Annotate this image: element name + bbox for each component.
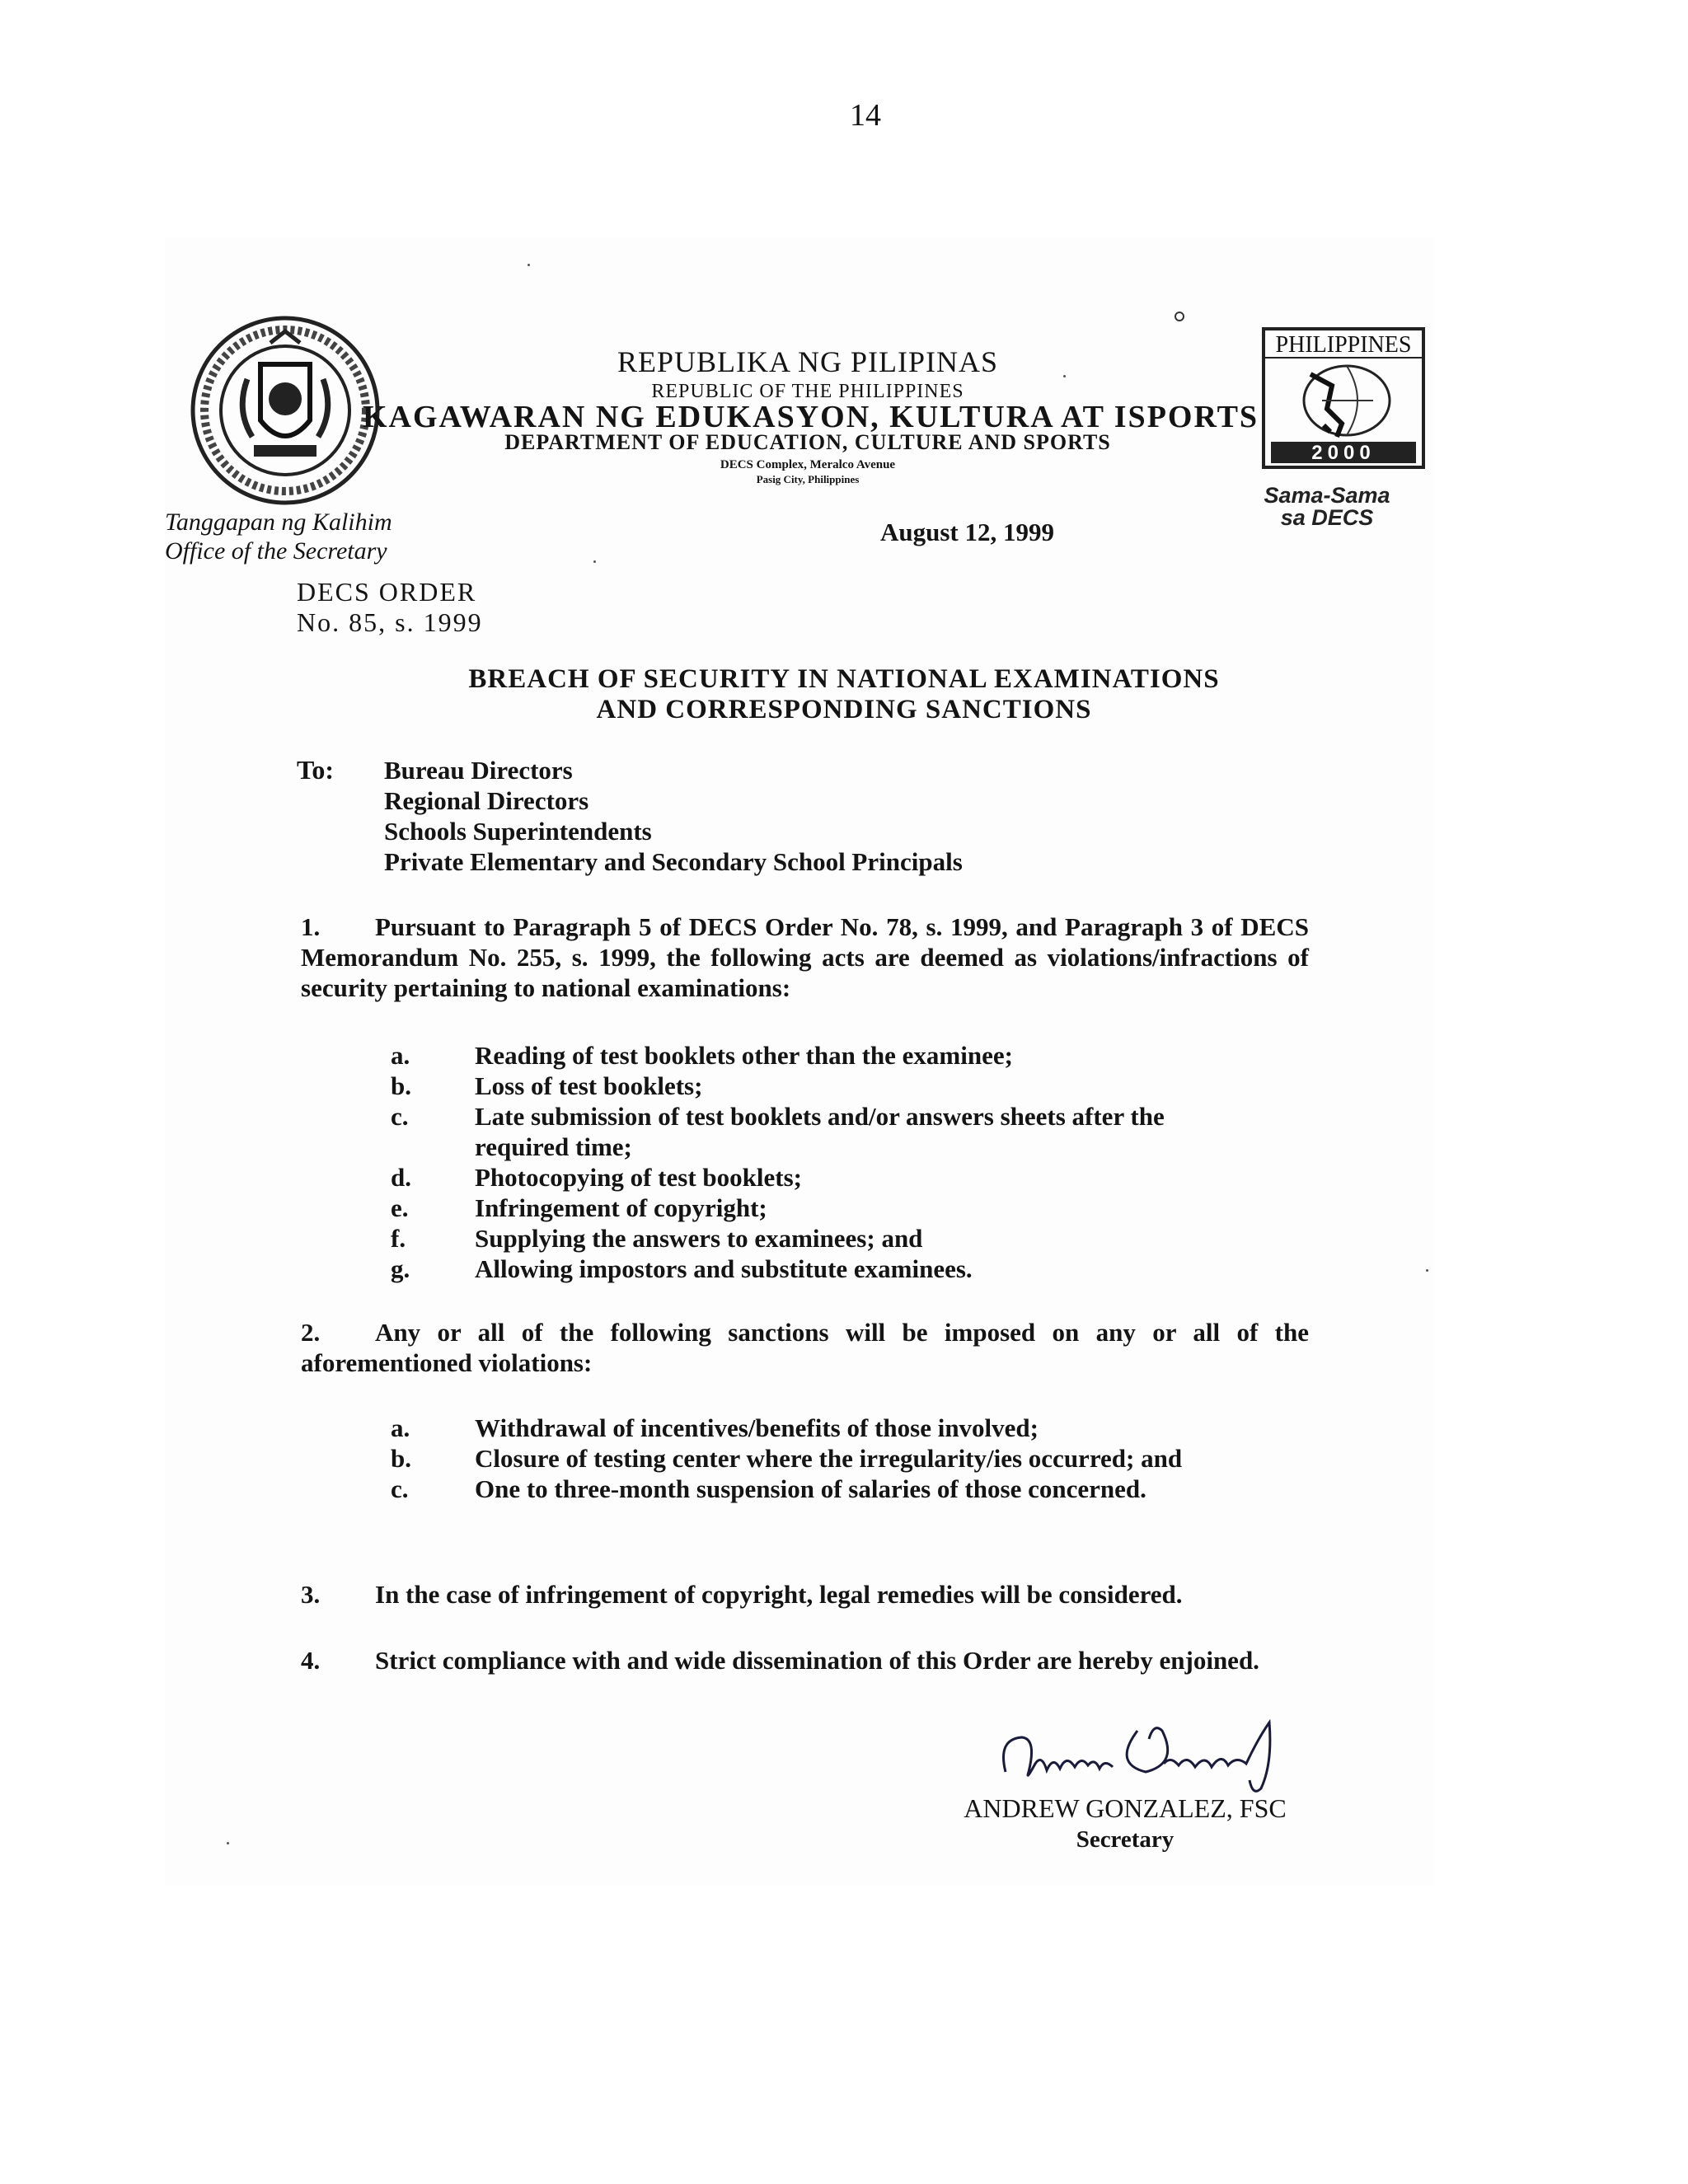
- paragraph-text: Strict compliance with and wide dissemination of this Order are hereby enjoined.: [375, 1646, 1259, 1675]
- stamp-slogan-line1: Sama-Sama: [1264, 483, 1390, 508]
- list-item: [391, 1413, 1314, 1443]
- list-text: Loss of test booklets;: [475, 1071, 703, 1100]
- office-line1: Tanggapan ng Kalihim: [165, 509, 392, 536]
- dept-seal-icon: [188, 313, 382, 508]
- list-item: [391, 1254, 1314, 1284]
- signer-title: Secretary: [1076, 1826, 1175, 1853]
- stamp-year: 2000: [1311, 442, 1376, 464]
- order-title: [0, 664, 1688, 725]
- paragraph-2: [301, 1317, 1309, 1378]
- list-letter: a.: [391, 1413, 410, 1442]
- list-letter: b.: [391, 1444, 411, 1473]
- order-number: [297, 577, 483, 638]
- paragraph-text: Any or all of the following sanctions will be imposed on any or all of the aforementioned violations:: [301, 1318, 1309, 1377]
- list-item: [391, 1193, 1314, 1223]
- title-line2: AND CORRESPONDING SANCTIONS: [596, 695, 1092, 724]
- letterhead-line2: REPUBLIC OF THE PHILIPPINES: [651, 381, 964, 402]
- recipient-item: Private Elementary and Secondary School Principals: [384, 847, 963, 876]
- handwritten-signature-icon: [989, 1706, 1319, 1797]
- paragraph-text: Pursuant to Paragraph 5 of DECS Order No. 78, s. 1999, and Paragraph 3 of DECS Memorandum No. 255, s. 1999, the following acts are deemed as violations/infractions of security pertaining to national examinations:: [301, 912, 1309, 1002]
- scan-speck: [1175, 312, 1184, 321]
- list-item: [391, 1223, 1314, 1254]
- letterhead-city: Pasig City, Philippines: [756, 473, 860, 485]
- recipient-item: Regional Directors: [384, 786, 589, 815]
- to-label: To:: [297, 755, 335, 785]
- list-letter: g.: [391, 1254, 410, 1283]
- list-item: [391, 1443, 1314, 1474]
- list-item: [391, 1040, 1314, 1071]
- paragraph-1: [301, 912, 1309, 1003]
- paragraph-number: 4.: [301, 1646, 321, 1675]
- list-letter: d.: [391, 1163, 411, 1192]
- recipient-item: Bureau Directors: [384, 756, 573, 785]
- list-letter: e.: [391, 1193, 409, 1222]
- order-date: August 12, 1999: [880, 518, 1055, 546]
- stamp-country: PHILIPPINES: [1275, 332, 1412, 358]
- scan-speck: [1426, 1269, 1428, 1272]
- violations-list: [391, 1040, 1314, 1284]
- list-text: Infringement of copyright;: [475, 1193, 767, 1222]
- list-letter: f.: [391, 1224, 406, 1253]
- list-item: [391, 1474, 1314, 1504]
- paragraph-4: [301, 1645, 1309, 1675]
- stamp-slogan-line2: sa DECS: [1280, 505, 1374, 530]
- list-text: Late submission of test booklets and/or answers sheets after the required time;: [475, 1102, 1165, 1161]
- list-text: One to three-month suspension of salaries of those concerned.: [475, 1474, 1146, 1503]
- scan-speck: [1063, 375, 1066, 377]
- office-line2: Office of the Secretary: [165, 537, 387, 565]
- list-text: Photocopying of test booklets;: [475, 1163, 802, 1192]
- recipient-item: Schools Superintendents: [384, 817, 652, 846]
- list-letter: c.: [391, 1474, 409, 1503]
- order-line1: DECS ORDER: [297, 577, 477, 607]
- list-text: Closure of testing center where the irregularity/ies occurred; and: [475, 1444, 1183, 1473]
- paragraph-text: In the case of infringement of copyright, legal remedies will be considered.: [375, 1580, 1183, 1609]
- list-text: Reading of test booklets other than the examinee;: [475, 1041, 1013, 1070]
- letterhead-line4: DEPARTMENT OF EDUCATION, CULTURE AND SPORTS: [504, 430, 1111, 454]
- list-item: [391, 1162, 1314, 1193]
- sanctions-list: [391, 1413, 1314, 1504]
- list-letter: b.: [391, 1071, 411, 1100]
- paragraph-3: [301, 1579, 1309, 1610]
- list-text: Withdrawal of incentives/benefits of those involved;: [475, 1413, 1039, 1442]
- office-of-secretary: [165, 508, 392, 565]
- order-line2: No. 85, s. 1999: [297, 607, 483, 637]
- list-text: Allowing impostors and substitute examinees.: [475, 1254, 973, 1283]
- scan-speck: [227, 1842, 229, 1844]
- scan-speck: [593, 560, 596, 563]
- paragraph-number: 3.: [301, 1580, 321, 1609]
- recipient-list: [384, 755, 963, 877]
- list-letter: a.: [391, 1041, 410, 1070]
- list-letter: c.: [391, 1102, 409, 1131]
- signer-name: ANDREW GONZALEZ, FSC: [964, 1793, 1287, 1823]
- title-line1: BREACH OF SECURITY IN NATIONAL EXAMINATIONS: [468, 664, 1220, 694]
- philippines-2000-stamp-icon: [1261, 326, 1426, 470]
- paragraph-number: 1.: [301, 912, 321, 941]
- letterhead-line3: KAGAWARAN NG EDUKASYON, KULTURA AT ISPORTS: [363, 400, 1259, 434]
- list-item: [391, 1071, 1314, 1101]
- letterhead-line1: REPUBLIKA NG PILIPINAS: [617, 345, 999, 378]
- signature-block: [948, 1706, 1319, 1871]
- paragraph-number: 2.: [301, 1318, 321, 1347]
- page-number: 14: [850, 98, 881, 133]
- letterhead-address: DECS Complex, Meralco Avenue: [720, 458, 896, 471]
- scan-speck: [528, 264, 530, 266]
- list-item: [391, 1101, 1314, 1162]
- list-text: Supplying the answers to examinees; and: [475, 1224, 923, 1253]
- stamp-slogan: [1249, 485, 1405, 529]
